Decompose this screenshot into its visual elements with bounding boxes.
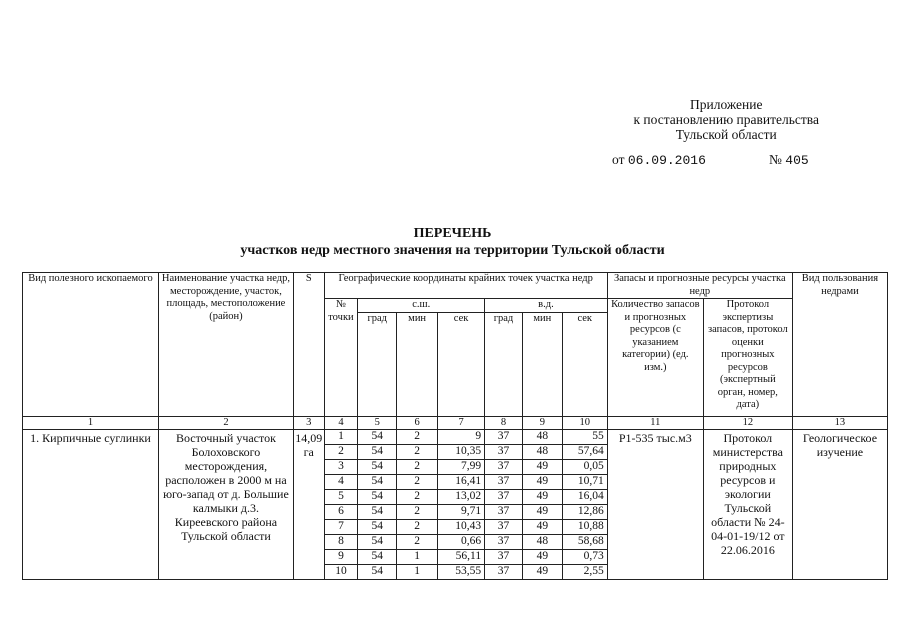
lat-sec: 16,41 xyxy=(438,474,485,489)
entry-site: Восточный участок Болоховского месторождения, расположен в 2000 м на юго-запад от д. Большие калмыки д.3. Киреевского района Тульской области xyxy=(158,429,293,579)
column-number: 8 xyxy=(485,416,523,429)
lon-min: 49 xyxy=(522,474,562,489)
column-number: 4 xyxy=(324,416,358,429)
header-point-no: № точки xyxy=(324,299,358,417)
lat-deg: 54 xyxy=(358,534,397,549)
lat-sec: 0,66 xyxy=(438,534,485,549)
column-number-row xyxy=(23,416,888,429)
lon-sec: 16,04 xyxy=(562,489,607,504)
lon-min: 49 xyxy=(522,459,562,474)
lon-min: 48 xyxy=(522,444,562,459)
appendix-header xyxy=(633,97,819,142)
header-lon-min: мин xyxy=(522,312,562,416)
coordinate-row xyxy=(23,429,888,444)
point-no: 9 xyxy=(324,549,358,564)
header-usage: Вид пользования недрами xyxy=(792,273,887,417)
lat-min: 2 xyxy=(397,459,438,474)
lon-deg: 37 xyxy=(485,444,523,459)
lat-sec: 9 xyxy=(438,429,485,444)
header-site: Наименование участка недр, месторождение, участок, площадь, местоположение (район) xyxy=(158,273,293,417)
lon-deg: 37 xyxy=(485,474,523,489)
lat-sec: 53,55 xyxy=(438,564,485,579)
point-no: 6 xyxy=(324,504,358,519)
header-area: S xyxy=(293,273,324,417)
column-number: 6 xyxy=(397,416,438,429)
lat-deg: 54 xyxy=(358,444,397,459)
header-latitude: с.ш. xyxy=(358,299,485,313)
lon-sec: 58,68 xyxy=(562,534,607,549)
lon-sec: 57,64 xyxy=(562,444,607,459)
appendix-line-1: Приложение xyxy=(689,97,763,112)
lon-deg: 37 xyxy=(485,429,523,444)
lon-deg: 37 xyxy=(485,519,523,534)
lat-min: 2 xyxy=(397,519,438,534)
lat-deg: 54 xyxy=(358,519,397,534)
subsoil-sites-table xyxy=(22,272,888,580)
column-number: 1 xyxy=(23,416,159,429)
lon-sec: 10,71 xyxy=(562,474,607,489)
column-number: 7 xyxy=(438,416,485,429)
document-title xyxy=(0,225,905,259)
lat-min: 2 xyxy=(397,489,438,504)
lat-min: 2 xyxy=(397,504,438,519)
point-no: 1 xyxy=(324,429,358,444)
decree-date-line xyxy=(612,152,809,168)
point-no: 10 xyxy=(324,564,358,579)
lon-sec: 0,05 xyxy=(562,459,607,474)
header-lat-sec: сек xyxy=(438,312,485,416)
decree-number-label: № xyxy=(769,152,782,167)
lat-deg: 54 xyxy=(358,474,397,489)
appendix-line-3: Тульской области xyxy=(675,127,777,142)
header-longitude: в.д. xyxy=(485,299,608,313)
header-protocol: Протокол экспертизы запасов, протокол оценки прогнозных ресурсов (экспертный орган, номер, дата) xyxy=(703,299,792,417)
lat-min: 2 xyxy=(397,444,438,459)
entry-protocol: Протокол министерства природных ресурсов и экологии Тульской области № 24-04-01-19/12 от 22.06.2016 xyxy=(703,429,792,579)
lon-sec: 2,55 xyxy=(562,564,607,579)
lat-sec: 10,43 xyxy=(438,519,485,534)
column-number: 12 xyxy=(703,416,792,429)
lon-deg: 37 xyxy=(485,564,523,579)
lon-min: 49 xyxy=(522,564,562,579)
lon-deg: 37 xyxy=(485,489,523,504)
header-lon-deg: град xyxy=(485,312,523,416)
appendix-line-2: к постановлению правительства xyxy=(633,112,819,127)
point-no: 2 xyxy=(324,444,358,459)
lon-min: 49 xyxy=(522,504,562,519)
entry-area: 14,09 га xyxy=(293,429,324,579)
lon-deg: 37 xyxy=(485,534,523,549)
lat-sec: 13,02 xyxy=(438,489,485,504)
point-no: 4 xyxy=(324,474,358,489)
header-lon-sec: сек xyxy=(562,312,607,416)
point-no: 7 xyxy=(324,519,358,534)
column-number: 9 xyxy=(522,416,562,429)
lon-sec: 0,73 xyxy=(562,549,607,564)
lat-min: 2 xyxy=(397,429,438,444)
lat-min: 1 xyxy=(397,549,438,564)
column-number: 5 xyxy=(358,416,397,429)
lon-min: 49 xyxy=(522,489,562,504)
column-number: 10 xyxy=(562,416,607,429)
lon-min: 49 xyxy=(522,519,562,534)
decree-number-block xyxy=(769,152,809,168)
header-quantity: Количество запасов и прогнозных ресурсов (с указанием категории) (ед. изм.) xyxy=(607,299,703,417)
lat-deg: 54 xyxy=(358,504,397,519)
lat-deg: 54 xyxy=(358,549,397,564)
header-mineral: Вид полезного ископаемого xyxy=(23,273,159,417)
lat-sec: 7,99 xyxy=(438,459,485,474)
lat-deg: 54 xyxy=(358,459,397,474)
entry-usage: Геологическое изучение xyxy=(792,429,887,579)
decree-from-label: от xyxy=(612,152,625,167)
lat-min: 2 xyxy=(397,474,438,489)
lon-sec: 10,88 xyxy=(562,519,607,534)
lat-deg: 54 xyxy=(358,564,397,579)
point-no: 8 xyxy=(324,534,358,549)
lat-sec: 10,35 xyxy=(438,444,485,459)
decree-number: 405 xyxy=(785,153,809,168)
entry-quantity: Р1-535 тыс.м3 xyxy=(607,429,703,579)
lon-deg: 37 xyxy=(485,504,523,519)
lat-deg: 54 xyxy=(358,429,397,444)
lat-sec: 56,11 xyxy=(438,549,485,564)
point-no: 5 xyxy=(324,489,358,504)
decree-date: 06.09.2016 xyxy=(627,153,706,168)
entry-mineral: 1. Кирпичные суглинки xyxy=(23,429,159,579)
lat-min: 2 xyxy=(397,534,438,549)
header-reserves: Запасы и прогнозные ресурсы участка недр xyxy=(607,273,792,299)
column-number: 11 xyxy=(607,416,703,429)
lat-deg: 54 xyxy=(358,489,397,504)
lon-deg: 37 xyxy=(485,549,523,564)
header-lat-min: мин xyxy=(397,312,438,416)
lon-sec: 12,86 xyxy=(562,504,607,519)
header-lat-deg: град xyxy=(358,312,397,416)
title-line-2: участков недр местного значения на территории Тульской области xyxy=(240,243,665,258)
lat-sec: 9,71 xyxy=(438,504,485,519)
column-number: 3 xyxy=(293,416,324,429)
point-no: 3 xyxy=(324,459,358,474)
lon-sec: 55 xyxy=(562,429,607,444)
lon-min: 48 xyxy=(522,534,562,549)
column-number: 13 xyxy=(792,416,887,429)
title-line-1: ПЕРЕЧЕНЬ xyxy=(413,226,492,241)
lat-min: 1 xyxy=(397,564,438,579)
lon-min: 48 xyxy=(522,429,562,444)
column-number: 2 xyxy=(158,416,293,429)
header-coordinates: Географические координаты крайних точек участка недр xyxy=(324,273,607,299)
lon-deg: 37 xyxy=(485,459,523,474)
lon-min: 49 xyxy=(522,549,562,564)
